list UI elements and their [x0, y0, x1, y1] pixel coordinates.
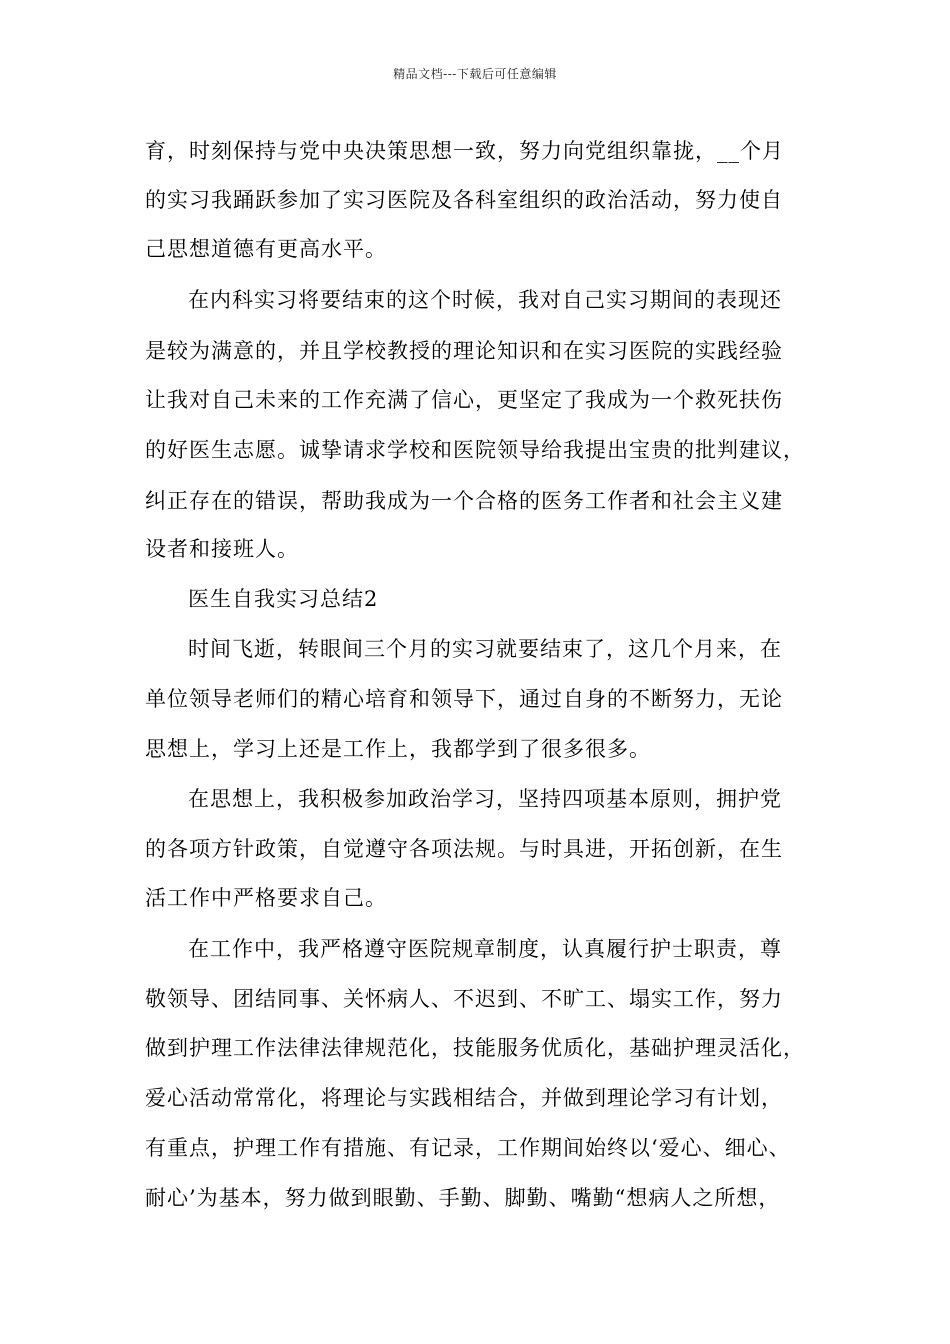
body-line: 的实习我踊跃参加了实习医院及各科室组织的政治活动，努力使自	[145, 188, 783, 212]
body-line: 是较为满意的，并且学校教授的理论知识和在实习医院的实践经验	[145, 339, 783, 363]
page-header: 精品文档---下载后可任意编辑	[393, 67, 557, 81]
body-line: 单位领导老师们的精心培育和领导下，通过自身的不断努力，无论	[145, 687, 783, 711]
section-title: 医生自我实习总结2	[188, 587, 379, 611]
paragraph-first-line: 在内科实习将要结束的这个时候，我对自己实习期间的表现还	[188, 288, 782, 312]
body-line: 耐心’为基本，努力做到眼勤、手勤、脚勤、嘴勤“想病人之所想，	[145, 1186, 781, 1210]
paragraph-first-line: 时间飞逝，转眼间三个月的实习就要结束了，这几个月来，在	[188, 637, 782, 661]
paragraph-first-line: 在工作中，我严格遵守医院规章制度，认真履行护士职责，尊	[188, 937, 782, 961]
body-line: 活工作中严格要求自己。	[145, 886, 387, 910]
body-line: 有重点，护理工作有措施、有记录，工作期间始终以‘爱心、细心、	[145, 1136, 791, 1160]
paragraph-first-line: 在思想上，我积极参加政治学习，坚持四项基本原则，拥护党	[188, 787, 782, 811]
body-line: 己思想道德有更高水平。	[145, 237, 387, 261]
body-line: 育，时刻保持与党中央决策思想一致，努力向党组织靠拢，__个月	[145, 139, 784, 163]
body-line: 敬领导、团结同事、关怀病人、不迟到、不旷工、塌实工作，努力	[145, 987, 783, 1011]
body-line: 爱心活动常常化，将理论与实践相结合，并做到理论学习有计划，	[145, 1086, 783, 1110]
body-line: 的好医生志愿。诚挚请求学校和医院领导给我提出宝贵的批判建议，	[145, 438, 805, 462]
body-line: 思想上，学习上还是工作上，我都学到了很多很多。	[145, 737, 651, 761]
body-line: 纠正存在的错误，帮助我成为一个合格的医务工作者和社会主义建	[145, 489, 783, 513]
body-line: 的各项方针政策，自觉遵守各项法规。与时具进，开拓创新，在生	[145, 837, 783, 861]
body-line: 设者和接班人。	[145, 537, 299, 561]
body-line: 让我对自己未来的工作充满了信心，更坚定了我成为一个救死扶伤	[145, 388, 783, 412]
body-line: 做到护理工作法律法律规范化，技能服务优质化，基础护理灵活化，	[145, 1036, 805, 1060]
